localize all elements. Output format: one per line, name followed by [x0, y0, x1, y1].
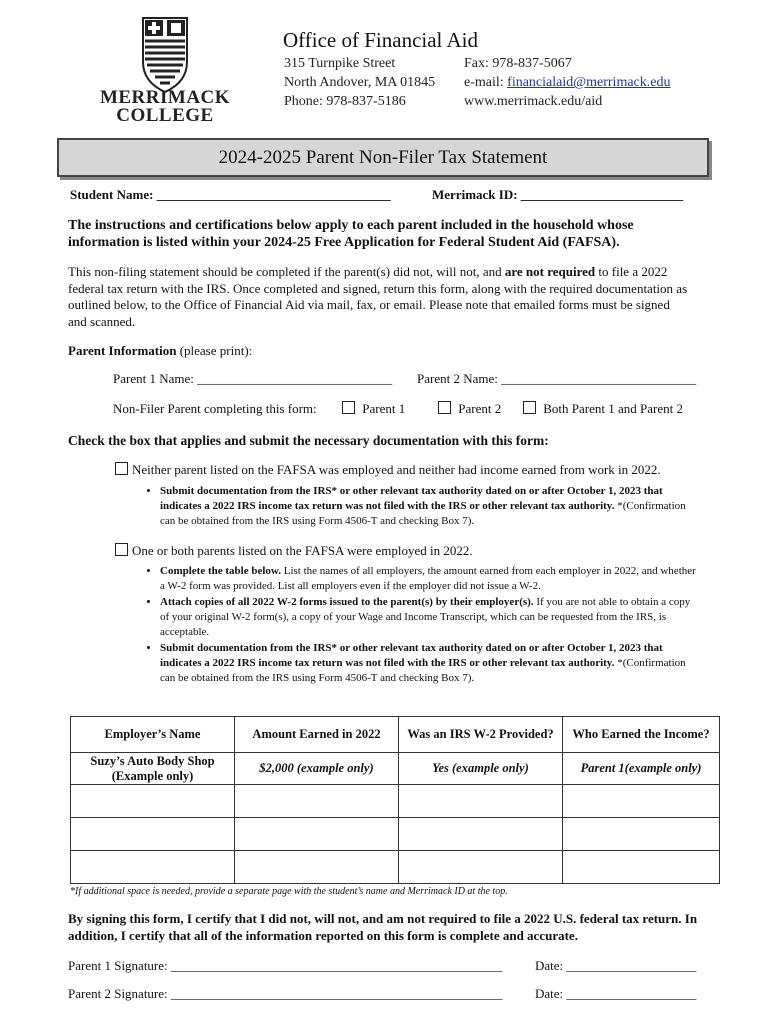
fax: Fax: 978-837-5067	[464, 56, 572, 71]
bullet-bold: Attach copies of all 2022 W-2 forms issued to the parent(s) by their employer(s).	[160, 596, 534, 608]
intro-part1: This non-filing statement should be completed if the parent(s) did not, will not, and	[68, 264, 505, 279]
example-w2: Yes (example only)	[399, 753, 563, 785]
table-header-row	[71, 717, 720, 753]
option1-bullet-rest: *(Confirmation can be obtained from the IRS using Form 4506-T and checking Box 7).	[160, 500, 686, 527]
table-row[interactable]	[71, 851, 720, 884]
parent2-signature-field[interactable]: Parent 2 Signature: ___________________________________________________	[68, 986, 503, 1001]
table-cell[interactable]	[235, 785, 399, 818]
phone: Phone: 978-837-5186	[284, 94, 406, 109]
bullet-bold: Submit documentation from the IRS* or other relevant tax authority dated on or after October 1, 2023 that indicates a 2022 IRS income tax return was not filed with the IRS or other relevant tax authority.	[160, 642, 663, 669]
parent-info-heading-rest: (please print):	[176, 343, 253, 358]
example-who: Parent 1(example only)	[563, 753, 720, 785]
employer-table	[70, 716, 720, 884]
option-parent1-label: Parent 1	[362, 401, 406, 416]
example-employer: Suzy’s Auto Body Shop (Example only)	[71, 753, 235, 785]
table-cell[interactable]	[71, 851, 235, 884]
list-item	[160, 641, 700, 686]
website[interactable]: www.merrimack.edu/aid	[464, 94, 603, 109]
table-cell[interactable]	[235, 818, 399, 851]
option-parent2-label: Parent 2	[458, 401, 502, 416]
bullet-rest: *(Confirmation can be obtained from the IRS using Form 4506-T and checking Box 7).	[160, 657, 686, 684]
table-row	[71, 753, 720, 785]
header-amount: Amount Earned in 2022	[235, 717, 399, 753]
option2-label: One or both parents listed on the FAFSA were employed in 2022.	[132, 543, 473, 558]
option2-bullets	[140, 564, 700, 687]
parent1-date-field[interactable]: Date: ____________________	[535, 958, 697, 973]
parent2-name-field[interactable]: Parent 2 Name: ______________________________	[417, 371, 697, 386]
merrimack-id-field[interactable]: Merrimack ID: _________________________	[432, 187, 684, 202]
checkbox[interactable]	[342, 401, 355, 414]
email-line	[464, 73, 670, 92]
option2-checkbox-row[interactable]	[115, 543, 473, 559]
table-cell[interactable]	[399, 785, 563, 818]
list-item	[160, 564, 700, 594]
option1-checkbox-row[interactable]	[115, 462, 661, 478]
table-row[interactable]	[71, 818, 720, 851]
parent-info-heading	[68, 343, 252, 359]
option-both[interactable]	[523, 401, 683, 417]
parent1-name-field[interactable]: Parent 1 Name: ______________________________	[113, 371, 393, 386]
office-title: Office of Financial Aid	[283, 28, 478, 52]
table-cell[interactable]	[563, 785, 720, 818]
option1-bullet-bold: Submit documentation from the IRS* or other relevant tax authority dated on or after October 1, 2023 that indicates a 2022 IRS income tax return was not filed with the IRS or other relevant tax authority.	[160, 485, 663, 512]
list-item	[160, 484, 695, 529]
bullet-rest: List the names of all employers, the amount earned from each employer in 2022, and whether a W-2 form was provided. List all employers even if the employer did not issue a W-2.	[160, 565, 696, 592]
option-parent1[interactable]	[342, 401, 405, 417]
table-cell[interactable]	[71, 818, 235, 851]
table-cell[interactable]	[563, 851, 720, 884]
email-link[interactable]: financialaid@merrimack.edu	[507, 75, 671, 90]
bullet-rest: If you are not able to obtain a copy of your original W-2 form(s), a copy of your Wage and Income Transcript, which can be requested from the IRS, is acceptable.	[160, 596, 691, 638]
parent-info-heading-bold: Parent Information	[68, 343, 177, 358]
table-row[interactable]	[71, 785, 720, 818]
table-cell[interactable]	[71, 785, 235, 818]
option-both-label: Both Parent 1 and Parent 2	[543, 401, 683, 416]
nonfiler-label: Non-Filer Parent completing this form:	[113, 401, 317, 416]
parent1-signature-field[interactable]: Parent 1 Signature: ___________________________________________________	[68, 958, 503, 973]
table-cell[interactable]	[563, 818, 720, 851]
email-label: e-mail:	[464, 75, 508, 90]
intro-bold: are not required	[504, 264, 596, 279]
option-parent2[interactable]	[438, 401, 501, 417]
table-cell[interactable]	[235, 851, 399, 884]
example-amount: $2,000 (example only)	[235, 753, 399, 785]
address-line2: North Andover, MA 01845	[284, 75, 436, 90]
instructions-heading: The instructions and certifications below apply to each parent included in the household whose information is listed within your 2024-25 Free Application for Federal Student Aid (FAFSA).	[68, 218, 634, 250]
checkbox[interactable]	[523, 401, 536, 414]
address-line1: 315 Turnpike Street	[284, 56, 396, 71]
parent2-date-field[interactable]: Date: ____________________	[535, 986, 697, 1001]
header-employer: Employer’s Name	[71, 717, 235, 753]
form-title: 2024-2025 Parent Non-Filer Tax Statement	[57, 138, 709, 177]
logo-text-merrimack: MERRIMACK	[99, 87, 231, 108]
table-cell[interactable]	[399, 818, 563, 851]
list-item	[160, 595, 700, 640]
option1-bullets	[140, 484, 695, 530]
footnote: *If additional space is needed, provide a separate page with the student’s name and Merrimack ID at the top.	[70, 886, 508, 897]
checkbox[interactable]	[115, 543, 128, 556]
certification-text: By signing this form, I certify that I did not, will not, and am not required to file a 2022 U.S. federal tax return. In addition, I certify that all of the information reported on this form is complete and accurate.	[68, 911, 698, 943]
checkbox[interactable]	[115, 462, 128, 475]
student-name-field[interactable]: Student Name: ____________________________________	[70, 187, 391, 202]
intro-paragraph	[68, 264, 688, 330]
check-heading: Check the box that applies and submit the necessary documentation with this form:	[68, 433, 549, 448]
header-who: Who Earned the Income?	[563, 717, 720, 753]
logo-text-college: COLLEGE	[116, 105, 214, 126]
table-cell[interactable]	[399, 851, 563, 884]
intro-part2: to file a 2022 federal tax return with the IRS. Once completed and signed, return this form, along with the required documentation as outlined below, to the Office of Financial Aid via mail, fax, or email. Please note that emailed forms must be signed and scanned.	[68, 264, 688, 329]
header-w2: Was an IRS W-2 Provided?	[399, 717, 563, 753]
bullet-bold: Complete the table below.	[160, 565, 281, 577]
option1-label: Neither parent listed on the FAFSA was employed and neither had income earned from work in 2022.	[132, 462, 661, 477]
checkbox[interactable]	[438, 401, 451, 414]
